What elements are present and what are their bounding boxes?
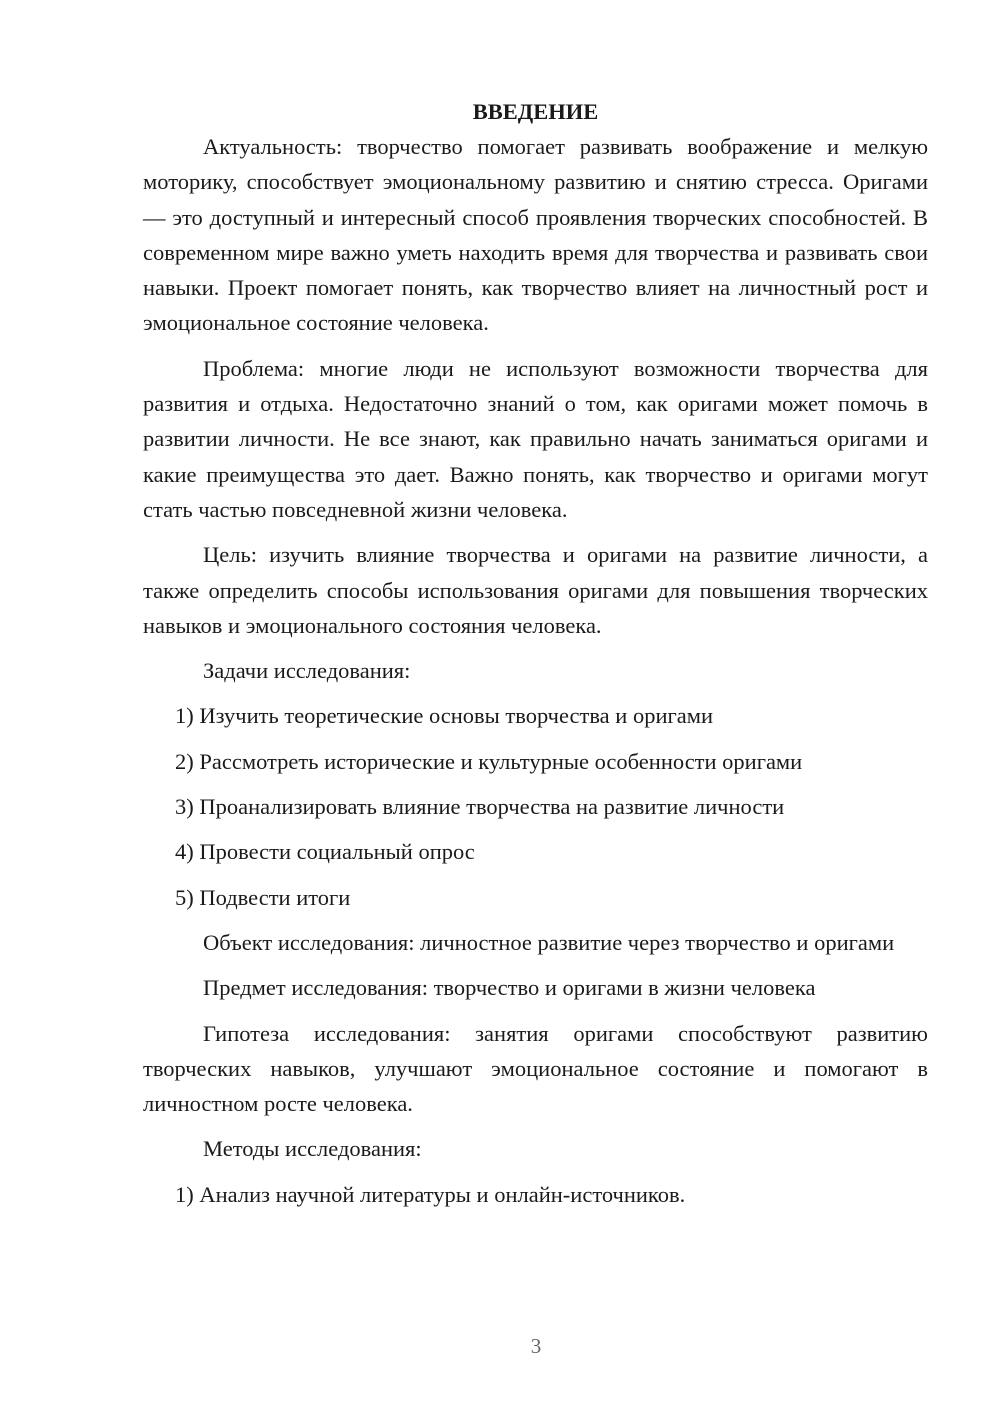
- tasks-list: [143, 698, 928, 914]
- task-item: 2) Рассмотреть исторические и культурные особенности оригами: [175, 748, 803, 774]
- problem-paragraph: Проблема: многие люди не используют возможности творчества для развития и отдыха. Недостаточно знаний о том, как оригами может помочь в развитии личности. Не все знают, как правильно начать заниматься оригами и какие преимущества это дает. Важно понять, как творчество и оригами могут стать частью повседневной жизни человека.: [143, 355, 928, 522]
- task-item: 1) Изучить теоретические основы творчества и оригами: [175, 703, 713, 729]
- methods-list: [143, 1177, 928, 1212]
- page-content: [143, 94, 928, 1222]
- task-item: 4) Провести социальный опрос: [175, 839, 475, 865]
- goal-paragraph: Цель: изучить влияние творчества и оригами на развитие личности, а также определить способы использования оригами для повышения творческих навыков и эмоционального состояния человека.: [143, 542, 928, 638]
- methods-heading: Методы исследования:: [203, 1136, 422, 1162]
- relevance-paragraph: Актуальность: творчество помогает развивать воображение и мелкую моторику, способствует эмоциональному развитию и снятию стресса. Оригами — это доступный и интересный способ проявления творческих способностей. В современном мире важно уметь находить время для творчества и развивать свои навыки. Проект помогает понять, как творчество влияет на личностный рост и эмоциональное состояние человека.: [143, 134, 928, 336]
- tasks-heading: Задачи исследования:: [203, 658, 411, 684]
- method-item: 1) Анализ научной литературы и онлайн-источников.: [175, 1181, 686, 1207]
- task-item: 5) Подвести итоги: [175, 884, 351, 910]
- subject-paragraph: Предмет исследования: творчество и оригами в жизни человека: [203, 975, 816, 1001]
- task-item: 3) Проанализировать влияние творчества на развитие личности: [175, 794, 785, 820]
- object-paragraph: Объект исследования: личностное развитие через творчество и оригами: [203, 929, 895, 955]
- hypothesis-paragraph: Гипотеза исследования: занятия оригами способствуют развитию творческих навыков, улучшают эмоциональное состояние и помогают в личностном росте человека.: [143, 1020, 928, 1117]
- section-title: ВВЕДЕНИЕ: [472, 99, 599, 124]
- page-number: 3: [530, 1334, 542, 1358]
